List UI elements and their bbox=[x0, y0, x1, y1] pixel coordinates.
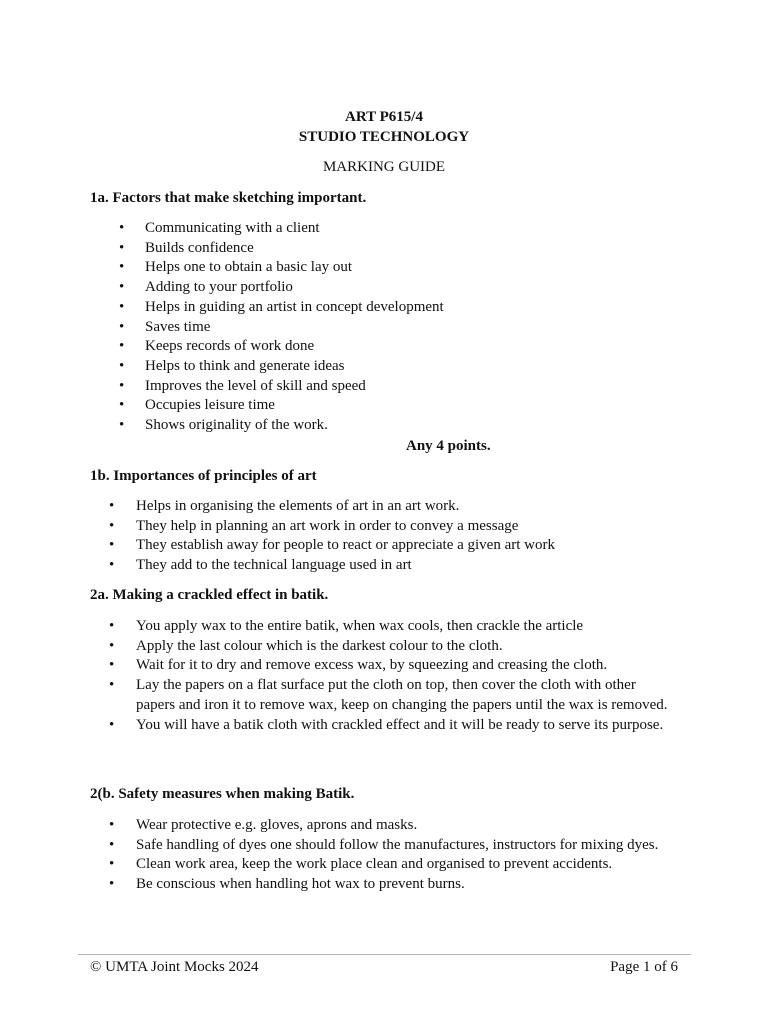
section-heading-2b: 2(b. Safety measures when making Batik. bbox=[90, 786, 355, 802]
bullet: • bbox=[109, 876, 115, 893]
bullet: • bbox=[109, 677, 115, 694]
bullet: • bbox=[109, 618, 115, 634]
list-item: • Saves time bbox=[145, 318, 705, 338]
section-heading-2a: 2a. Making a crackled effect in batik. bbox=[90, 587, 329, 603]
bullet: • bbox=[119, 377, 125, 394]
list-item: • Communicating with a client bbox=[145, 219, 705, 239]
section-list-1b bbox=[109, 497, 676, 576]
list-item: • Lay the papers on a flat surface put the cloth on top, then cover the cloth with other papers and iron it to remove wax, keep on changing the papers until the wax is removed. bbox=[109, 677, 668, 713]
list-item: • Shows originality of the work. bbox=[145, 416, 705, 436]
list-item: • Keeps records of work done bbox=[145, 337, 705, 357]
section-heading-1a: 1a. Factors that make sketching important. bbox=[90, 190, 367, 206]
bullet: • bbox=[119, 417, 125, 434]
bullet: • bbox=[119, 259, 125, 276]
title-line-2: STUDIO TECHNOLOGY bbox=[298, 128, 470, 145]
footer-divider bbox=[78, 954, 691, 955]
list-item: • Occupies leisure time bbox=[145, 396, 705, 416]
bullet: • bbox=[119, 397, 125, 414]
marking-note: Any 4 points. bbox=[406, 438, 491, 454]
document-subtitle: MARKING GUIDE bbox=[322, 159, 446, 175]
bullet: • bbox=[109, 657, 115, 674]
bullet: • bbox=[109, 537, 115, 554]
bullet: • bbox=[109, 517, 115, 534]
list-item: • Helps in guiding an artist in concept development bbox=[145, 298, 705, 318]
bullet: • bbox=[109, 637, 115, 654]
bullet: • bbox=[119, 318, 125, 335]
document-title bbox=[0, 108, 768, 147]
footer-copyright: © UMTA Joint Mocks 2024 bbox=[90, 959, 259, 975]
bullet: • bbox=[109, 856, 115, 873]
section-list-2a bbox=[109, 617, 676, 735]
list-item: • Be conscious when handling hot wax to prevent burns. bbox=[136, 875, 676, 895]
bullet: • bbox=[109, 557, 115, 574]
list-item: • Wait for it to dry and remove excess wax, by squeezing and creasing the cloth. bbox=[136, 656, 676, 676]
list-item: • Helps one to obtain a basic lay out bbox=[145, 258, 705, 278]
list-item: • They add to the technical language used in art bbox=[136, 556, 676, 576]
list-item: • Safe handling of dyes one should follow the manufactures, instructors for mixing dyes. bbox=[136, 836, 676, 856]
list-item: • Builds confidence bbox=[145, 239, 705, 259]
title-line-1: ART P615/4 bbox=[345, 109, 423, 125]
list-item: • Adding to your portfolio bbox=[145, 278, 705, 298]
list-item: • You apply wax to the entire batik, when wax cools, then crackle the article bbox=[136, 617, 676, 637]
bullet: • bbox=[119, 338, 125, 355]
list-item: • Helps to think and generate ideas bbox=[145, 357, 705, 377]
footer-page-number: Page 1 of 6 bbox=[610, 959, 678, 975]
list-item: • Wear protective e.g. gloves, aprons and masks. bbox=[136, 816, 676, 836]
bullet: • bbox=[119, 357, 125, 374]
bullet: • bbox=[109, 716, 115, 733]
bullet: • bbox=[109, 836, 115, 853]
list-item: • Apply the last colour which is the darkest colour to the cloth. bbox=[136, 637, 676, 657]
list-item: • They help in planning an art work in order to convey a message bbox=[136, 517, 676, 537]
section-list-1a bbox=[119, 219, 705, 436]
section-heading-1b: 1b. Importances of principles of art bbox=[90, 468, 317, 484]
list-item: • Clean work area, keep the work place clean and organised to prevent accidents. bbox=[136, 855, 676, 875]
bullet: • bbox=[119, 220, 125, 236]
bullet: • bbox=[119, 239, 125, 256]
list-item: • They establish away for people to react or appreciate a given art work bbox=[136, 536, 676, 556]
bullet: • bbox=[109, 498, 115, 514]
bullet: • bbox=[119, 279, 125, 296]
bullet: • bbox=[119, 298, 125, 315]
list-item: • Improves the level of skill and speed bbox=[145, 377, 705, 397]
list-item: • Helps in organising the elements of art in an art work. bbox=[136, 497, 676, 517]
list-item: • You will have a batik cloth with crackled effect and it will be ready to serve its purpose. bbox=[136, 716, 676, 736]
section-list-2b bbox=[109, 816, 676, 895]
bullet: • bbox=[109, 817, 115, 833]
